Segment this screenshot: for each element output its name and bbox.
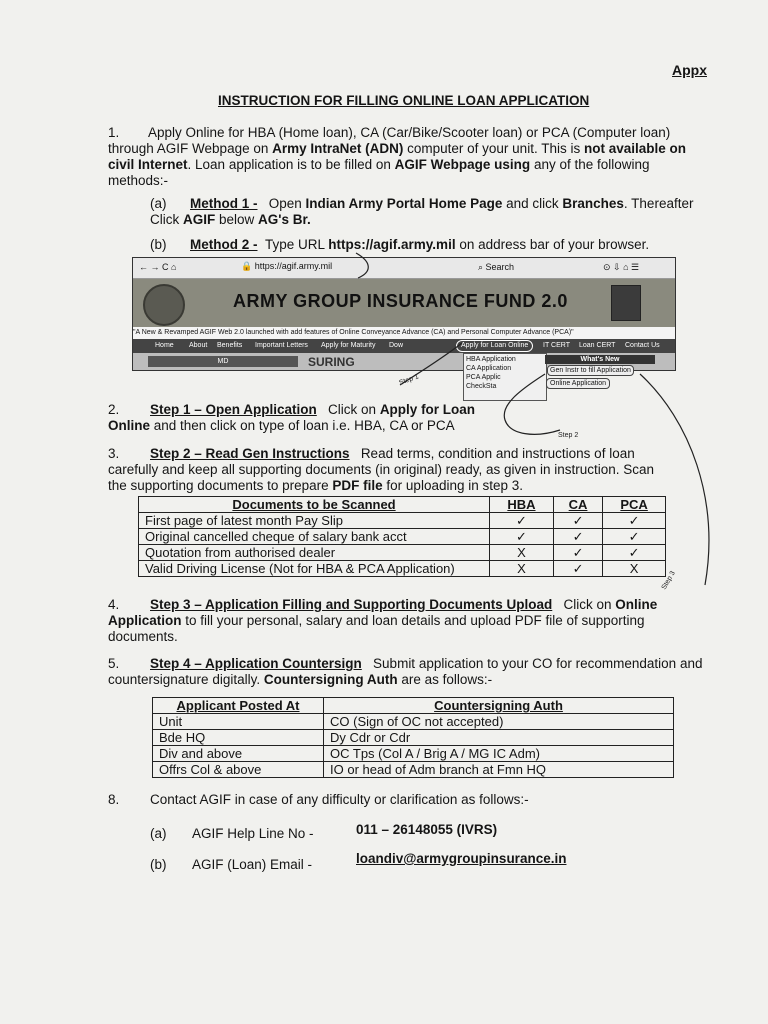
apply-loan-online-button[interactable]: Apply for Loan Online — [456, 340, 533, 352]
method-text: Type URL — [265, 237, 329, 252]
method-bold: AG's Br. — [258, 212, 311, 227]
step-text: the supporting documents to prepare — [108, 478, 333, 493]
step-text: to fill your personal, salary and loan details and upload PDF file of supporting — [181, 613, 645, 628]
helpline-label: AGIF Help Line No - — [192, 826, 314, 841]
table-cell: CO (Sign of OC not accepted) — [324, 714, 674, 730]
table-row — [153, 730, 674, 746]
banner-title: ARMY GROUP INSURANCE FUND 2.0 — [233, 291, 568, 311]
table-cell: Offrs Col & above — [153, 762, 324, 778]
table-row — [139, 561, 666, 577]
table-cell: ✓ — [553, 529, 602, 545]
page-title: INSTRUCTION FOR FILLING ONLINE LOAN APPLICATION — [218, 93, 590, 108]
table-cell: ✓ — [490, 513, 554, 529]
helpline-number: 011 – 26148055 (IVRS) — [356, 822, 498, 837]
nav-important-letters[interactable]: Important Letters — [255, 342, 308, 349]
step-heading: Step 4 – Application Countersign — [150, 656, 362, 671]
table-cell: First page of latest month Pay Slip — [139, 513, 490, 529]
step-bold: Online — [108, 418, 151, 433]
table-header: PCA — [603, 497, 666, 513]
table-row — [153, 714, 674, 730]
url-bar[interactable]: 🔒 https://agif.army.mil — [241, 261, 333, 271]
table-cell: X — [490, 545, 554, 561]
dropdown-pca[interactable]: PCA Applic — [466, 374, 501, 381]
step-text: Submit application to your CO for recommendation and — [373, 656, 703, 671]
method-text: below — [215, 212, 259, 227]
table-row — [139, 529, 666, 545]
method-text: and click — [502, 196, 563, 211]
table-cell: X — [603, 561, 666, 577]
step-heading: Step 2 – Read Gen Instructions — [150, 446, 350, 461]
table-row — [153, 746, 674, 762]
table-cell: Original cancelled cheque of salary bank acct — [139, 529, 490, 545]
nav-home[interactable]: Home — [155, 342, 174, 349]
step-text: Click on — [563, 597, 616, 612]
step-4-paragraph — [108, 656, 713, 688]
method-name: Method 1 - — [190, 196, 258, 211]
step-text: carefully and keep all supporting documents (in original) ready, as given in instruction. Scan — [108, 462, 655, 477]
para-number: 3. — [108, 446, 120, 461]
dropdown-hba[interactable]: HBA Application — [466, 356, 516, 363]
method-bold: Indian Army Portal Home Page — [305, 196, 503, 211]
para-number: 5. — [108, 656, 120, 671]
scrolling-banner: SURING — [308, 355, 355, 369]
browser-icons: ⊙ ⇩ ⌂ ☰ — [603, 262, 640, 272]
contact-label: (a) — [150, 826, 167, 841]
para-number: 2. — [108, 402, 120, 417]
step-text: Read terms, condition and instructions of loan — [360, 446, 635, 461]
url-text: https://agif.army.mil — [328, 237, 456, 252]
nav-apply-maturity[interactable]: Apply for Maturity — [321, 342, 376, 349]
para1-bold: Army IntraNet (ADN) — [272, 141, 404, 156]
table-row — [139, 513, 666, 529]
step-heading: Step 1 – Open Application — [150, 402, 317, 417]
step3-callout: Step 3 — [660, 569, 677, 591]
contact-text: Contact AGIF in case of any difficulty or clarification as follows:- — [150, 792, 529, 807]
method-text: . Thereafter — [623, 196, 694, 211]
method-label: (a) — [150, 196, 167, 211]
contact-email — [150, 857, 312, 873]
dropdown-check-status[interactable]: CheckSta — [466, 383, 497, 390]
table-row — [153, 762, 674, 778]
method-text: Open — [268, 196, 306, 211]
para-number: 4. — [108, 597, 120, 612]
nav-about[interactable]: About — [189, 342, 208, 349]
method-name: Method 2 - — [190, 237, 258, 252]
method-text: on address bar of your browser. — [455, 237, 650, 252]
table-cell: ✓ — [603, 529, 666, 545]
step-text: Click on — [328, 402, 380, 417]
para-number: 1. — [108, 125, 120, 140]
para-number: 8. — [108, 792, 120, 807]
table-cell: IO or head of Adm branch at Fmn HQ — [324, 762, 674, 778]
contact-label: (b) — [150, 857, 167, 872]
method-bold: AGIF — [183, 212, 216, 227]
table-cell: Div and above — [153, 746, 324, 762]
para1-bold: not available on — [583, 141, 686, 156]
para1-text: methods:- — [108, 173, 169, 188]
step-text: documents. — [108, 629, 178, 644]
nav-it-cert[interactable]: IT CERT — [543, 342, 570, 349]
table-header: HBA — [490, 497, 554, 513]
method-label: (b) — [150, 237, 167, 252]
para1-line1: Apply Online for HBA (Home loan), CA (Car/Bike/Scooter loan) or PCA (Computer loan) — [148, 125, 671, 140]
para1-text: any of the following — [530, 157, 650, 172]
gen-instr-link[interactable]: Gen Instr to fill Application — [547, 365, 634, 376]
url-bar-text: https://agif.army.mil — [254, 261, 333, 271]
step-heading: Step 3 – Application Filling and Supporting Documents Upload — [150, 597, 553, 612]
search-box[interactable]: ⌕ Search — [478, 262, 515, 272]
table-cell: Valid Driving License (Not for HBA & PCA Application) — [139, 561, 490, 577]
md-panel: MD — [148, 356, 298, 367]
email-link[interactable]: loandiv@armygroupinsurance.in — [356, 851, 567, 866]
step-bold: PDF file — [332, 478, 383, 493]
table-header: Countersigning Auth — [324, 698, 674, 714]
table-cell: ✓ — [490, 529, 554, 545]
step-2-paragraph — [108, 446, 713, 494]
step-text: and then click on type of loan i.e. HBA, CA or PCA — [150, 418, 455, 433]
method-bold: Branches — [562, 196, 624, 211]
para1-text: . Loan application is to be filled on — [187, 157, 395, 172]
para1-bold: AGIF Webpage using — [394, 157, 531, 172]
dropdown-ca[interactable]: CA Application — [466, 365, 512, 372]
table-cell: Quotation from authorised dealer — [139, 545, 490, 561]
step2-callout: Step 2 — [558, 432, 579, 439]
appendix-label: Appx — [672, 62, 707, 78]
table-header: Applicant Posted At — [153, 698, 324, 714]
method-text: Click — [150, 212, 183, 227]
table-cell: ✓ — [553, 545, 602, 561]
nav-arrows-icon: ← → C ⌂ — [139, 262, 177, 272]
table-header-row — [139, 497, 666, 513]
url-pointer-arrow — [356, 253, 368, 278]
nav-loan-cert[interactable]: Loan CERT — [579, 342, 616, 349]
step-bold: Apply for Loan — [379, 402, 476, 417]
online-application-link[interactable]: Online Application — [546, 378, 610, 389]
table-header: CA — [553, 497, 602, 513]
para1-text: computer of your unit. This is — [403, 141, 584, 156]
table-cell: Bde HQ — [153, 730, 324, 746]
step-bold: Countersigning Auth — [263, 672, 398, 687]
table-cell: ✓ — [603, 513, 666, 529]
table-header-row — [153, 698, 674, 714]
contact-paragraph — [108, 792, 713, 808]
search-placeholder: Search — [485, 262, 515, 272]
step-text: countersignature digitally. — [108, 672, 264, 687]
nav-downloads[interactable]: Dow — [389, 342, 404, 349]
table-cell: ✓ — [553, 513, 602, 529]
countersigning-table — [152, 697, 674, 778]
step-bold: Online — [615, 597, 658, 612]
table-cell: Unit — [153, 714, 324, 730]
whats-new-header: What's New — [545, 355, 655, 364]
table-row — [139, 545, 666, 561]
para1-text: through AGIF Webpage on — [108, 141, 273, 156]
step-bold: Application — [108, 613, 182, 628]
contact-helpline — [150, 826, 314, 842]
table-cell: ✓ — [553, 561, 602, 577]
table-cell: Dy Cdr or Cdr — [324, 730, 674, 746]
nav-benefits[interactable]: Benefits — [217, 342, 243, 349]
documents-table — [138, 496, 666, 577]
announcement-strip: "A New & Revamped AGIF Web 2.0 launched with add features of Online Conveyance Advance (CA) and Personal Computer Advance (PCA)" — [133, 327, 675, 339]
step1-callout: Step 1 — [398, 373, 420, 387]
step-text: for uploading in step 3. — [382, 478, 524, 493]
table-header: Documents to be Scanned — [139, 497, 490, 513]
table-cell: X — [490, 561, 554, 577]
table-cell: OC Tps (Col A / Brig A / MG IC Adm) — [324, 746, 674, 762]
email-label: AGIF (Loan) Email - — [192, 857, 313, 872]
step-text: are as follows:- — [397, 672, 493, 687]
nav-contact[interactable]: Contact Us — [625, 342, 660, 349]
para1-bold: civil Internet — [108, 157, 188, 172]
step-3-paragraph — [108, 597, 708, 645]
table-cell: ✓ — [603, 545, 666, 561]
step-1-paragraph — [108, 402, 713, 434]
